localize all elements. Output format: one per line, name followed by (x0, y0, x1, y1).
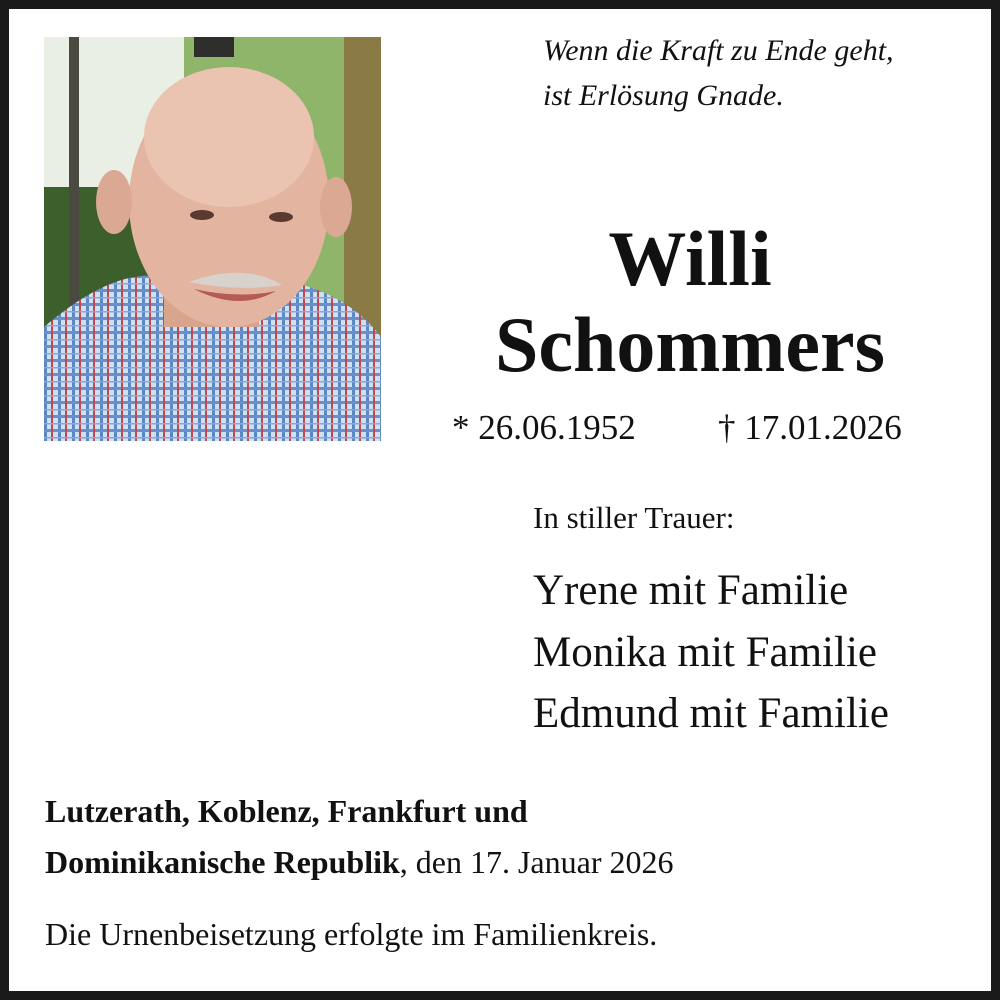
place-line-1-bold: Lutzerath, Koblenz, Frankfurt und (45, 793, 528, 829)
death-date: † 17.01.2026 (718, 408, 902, 447)
deceased-first-name: Willi (608, 215, 772, 302)
place-line-1 (45, 795, 528, 827)
deceased-last-name: Schommers (495, 301, 885, 388)
place-line-2-date: , den 17. Januar 2026 (399, 844, 674, 880)
mourner-2: Monika mit Familie (533, 629, 877, 676)
portrait-photo (44, 37, 381, 441)
mourner-3: Edmund mit Familie (533, 690, 889, 737)
place-line-2 (45, 846, 673, 878)
quote-line-2: ist Erlösung Gnade. (543, 79, 784, 112)
mourning-label: In stiller Trauer: (533, 500, 735, 535)
burial-note: Die Urnenbeisetzung erfolgte im Familienkreis. (45, 916, 658, 952)
mourner-1: Yrene mit Familie (533, 567, 849, 614)
birth-date: * 26.06.1952 (452, 408, 636, 447)
quote-line-1: Wenn die Kraft zu Ende geht, (543, 34, 894, 67)
place-line-2-bold: Dominikanische Republik (45, 844, 400, 880)
